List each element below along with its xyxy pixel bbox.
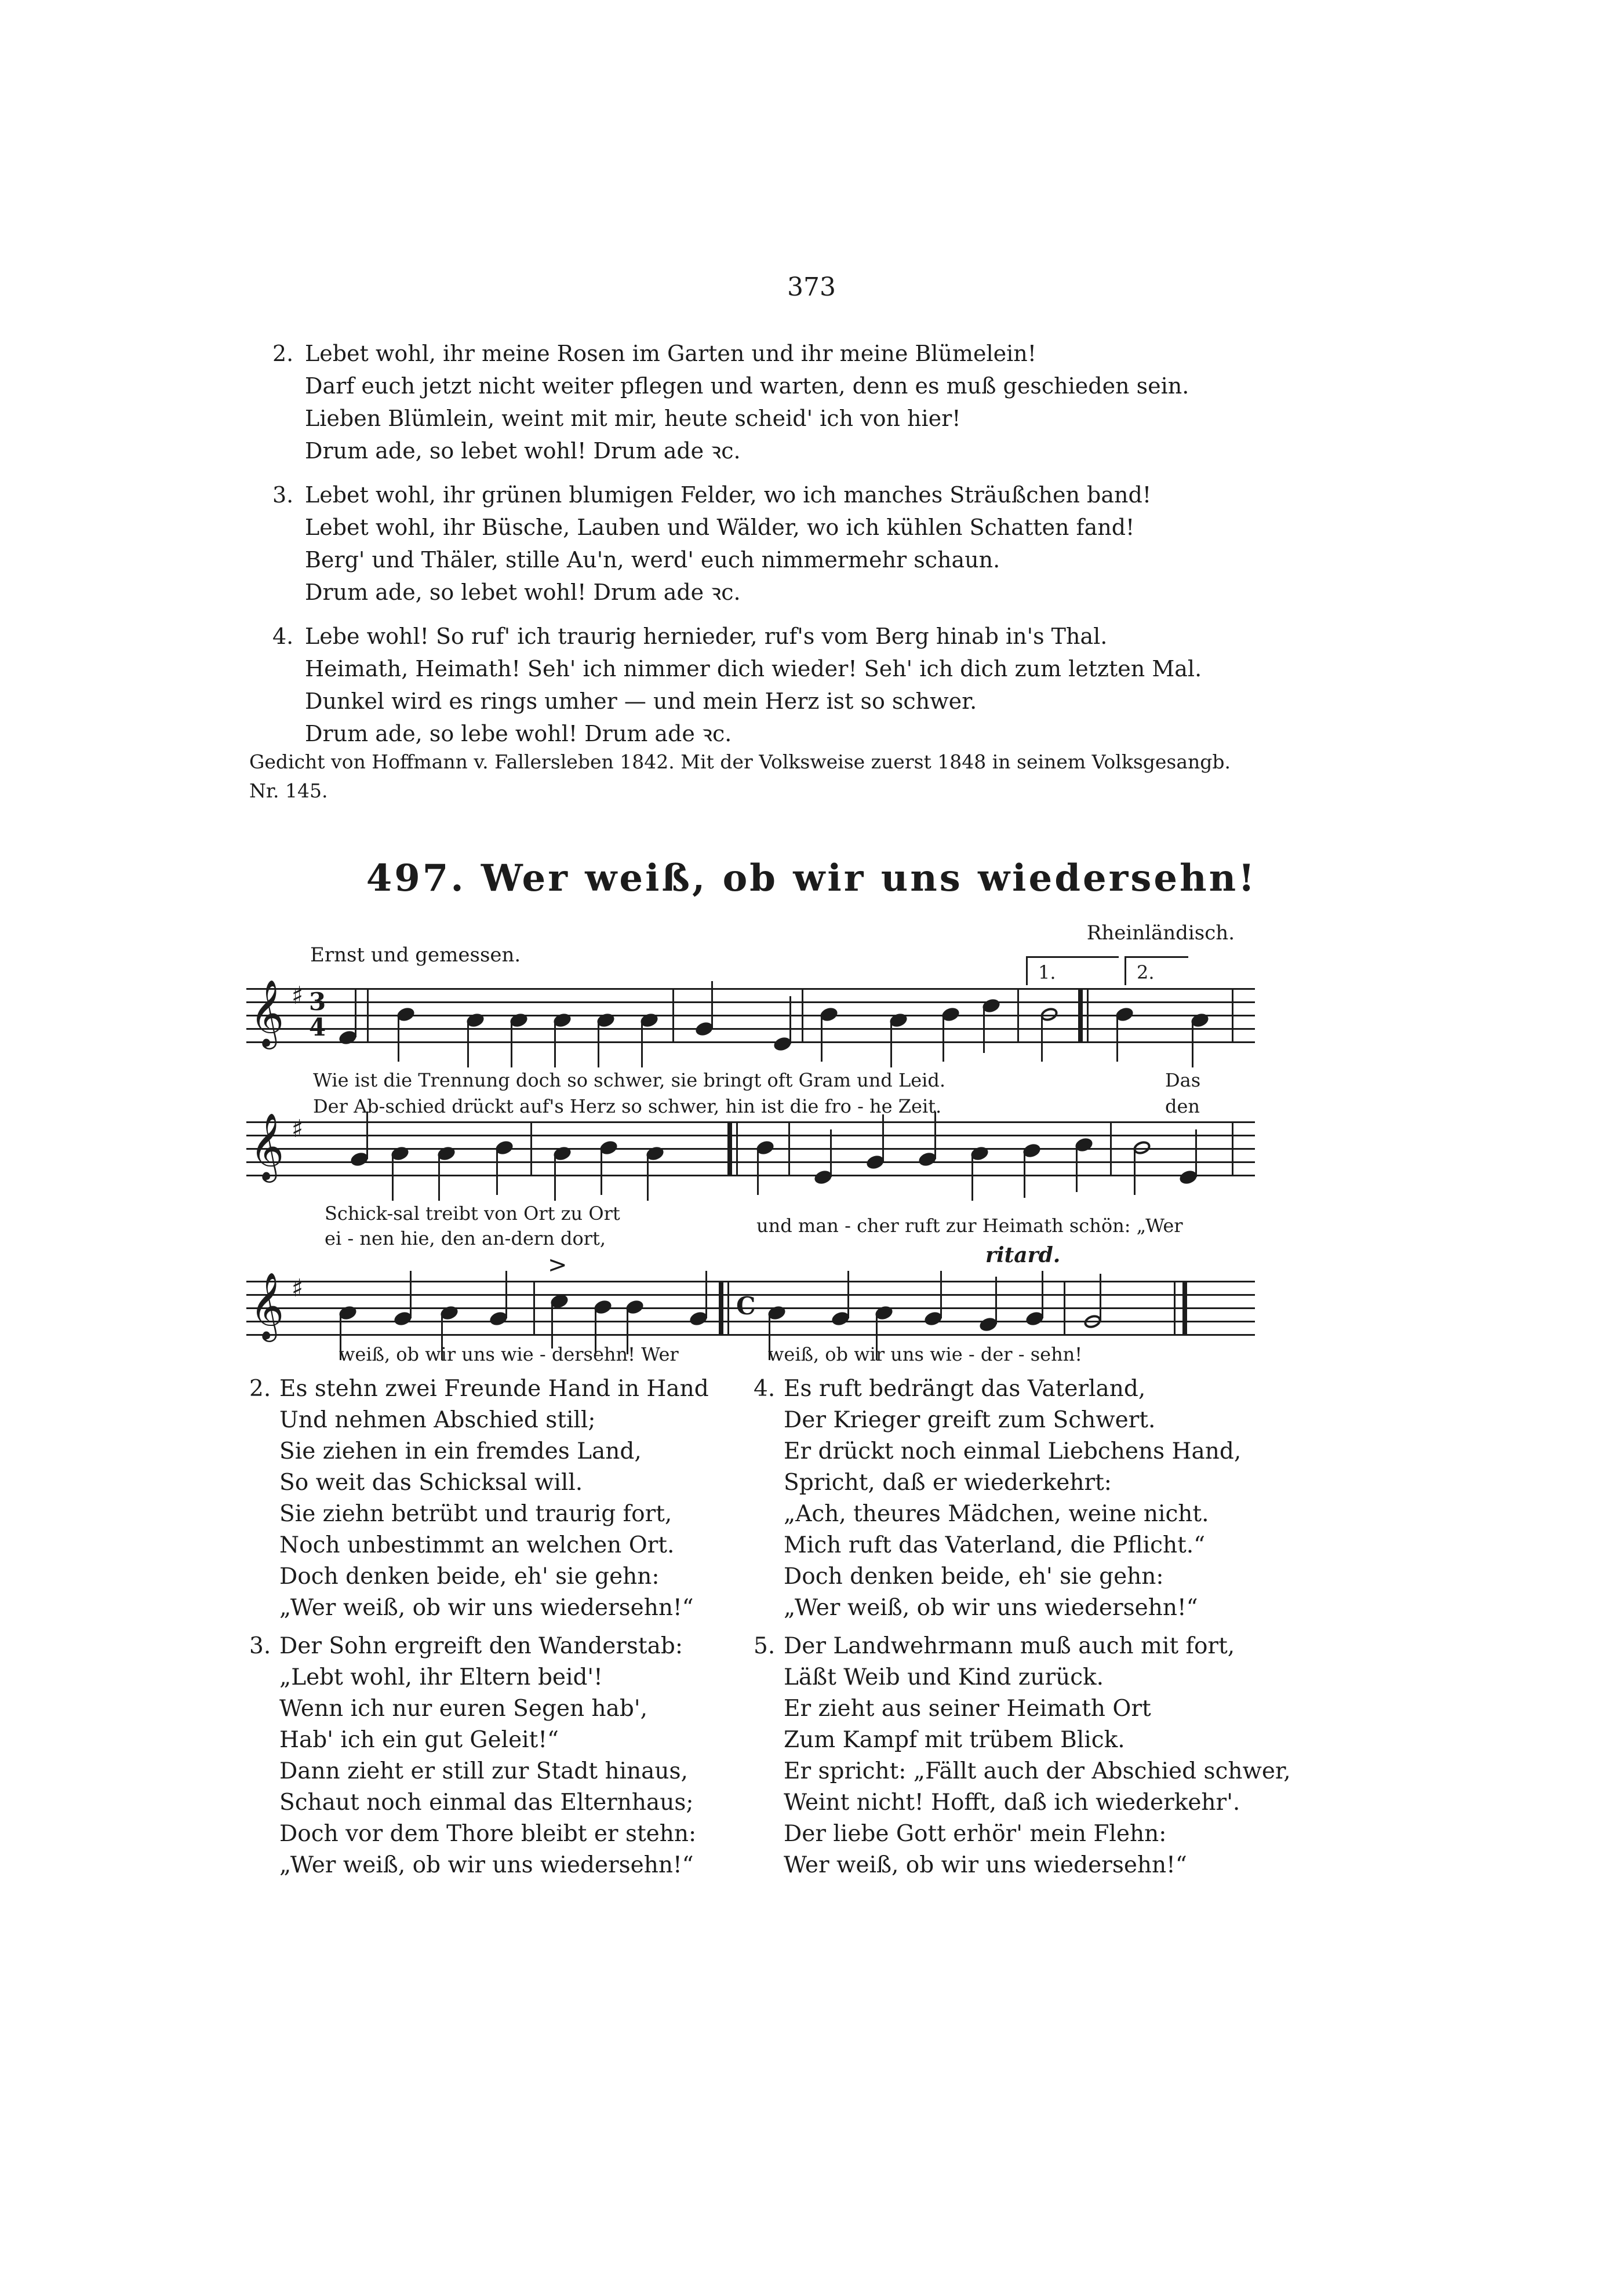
barline [788,1121,790,1175]
verse-line: Der liebe Gott erhör' mein Flehn: [784,1821,1167,1847]
page-number: 373 [787,272,836,302]
verse-number: 4. [754,1376,776,1402]
stanza-line: Darf euch jetzt nicht weiter pflegen und warten, denn es muß geschieden sein. [305,373,1189,399]
note-stem [398,1014,399,1062]
barline [533,1281,535,1335]
final-barline [1182,1281,1187,1335]
song-title: Wer weiß, ob wir uns wiedersehn! [481,857,1257,900]
verse-2 [249,1373,748,1624]
verse-line: Sie ziehen in ein fremdes Land, [279,1438,642,1464]
note-stem [1195,1129,1197,1177]
note-stem [467,1020,469,1067]
note-stem [355,990,356,1037]
note-stem [882,1114,884,1162]
verse-line: Er zieht aus seiner Heimath Ort [784,1696,1151,1722]
barline [1174,1281,1176,1335]
stanza-number: 2. [272,341,294,366]
tempo-marking: Ernst und gemessen. [310,943,521,967]
song-heading [249,857,1374,900]
volta-bracket-1: 1. [1026,956,1119,985]
verse-line: Zum Kampf mit trübem Blick. [784,1727,1125,1753]
verse-line: Und nehmen Abschied still; [279,1407,596,1433]
lyric-line: den [1165,1095,1200,1117]
stanza-3 [272,479,1258,608]
verse-line: „Wer weiß, ob wir uns wiedersehn!“ [279,1595,694,1621]
verse-number: 5. [754,1633,776,1659]
previous-song-stanzas [272,337,1258,761]
note-stem [511,1020,512,1067]
verse-line: Spricht, daß er wiederkehrt: [784,1470,1112,1496]
stanza-line: Lieben Blümlein, weint mit mir, heute scheid' ich von hier! [305,406,961,431]
barline [672,988,674,1042]
note-stem [554,1020,556,1067]
music-staff-3 [246,1271,1255,1344]
barline [1017,988,1019,1042]
note-stem [821,1014,823,1062]
barline [1064,1281,1065,1335]
song-number: 497. [366,857,466,900]
poem-credit: Gedicht von Hoffmann v. Fallersleben 1842. Mit der Volksweise zuerst 1848 in seinem Volksgesangb. Nr. 145. [249,750,1231,802]
barline [530,1121,532,1175]
time-signature [309,989,326,1040]
note-stem [1024,1150,1025,1198]
stanza-number: 4. [272,624,294,649]
verse-line: Mich ruft das Vaterland, die Pflicht.“ [784,1532,1206,1558]
music-staff-2 [246,1112,1255,1185]
verses-left-column [249,1373,748,1888]
verse-4 [754,1373,1264,1624]
verse-line: Noch unbestimmt an welchen Ort. [279,1532,675,1558]
note-stem [392,1153,394,1201]
note-stem [496,1147,498,1195]
stanza-4 [272,620,1258,750]
note-stem [1042,1271,1043,1318]
double-barline [719,1281,723,1335]
repeat-barline [1078,988,1083,1042]
verse-line: Wer weiß, ob wir uns wiedersehn!“ [784,1852,1187,1878]
verse-line: Schaut noch einmal das Elternhaus; [279,1790,694,1816]
treble-clef-icon: 𝄞 [250,979,285,1047]
stanza-line: Heimath, Heimath! Seh' ich nimmer dich wieder! Seh' ich dich zum letzten Mal. [305,656,1202,681]
verse-line: Wenn ich nur euren Segen hab', [279,1696,647,1722]
stanza-line: Lebet wohl, ihr meine Rosen im Garten und ihr meine Blümelein! [305,341,1036,366]
verse-line: „Wer weiß, ob wir uns wiedersehn!“ [784,1595,1198,1621]
song-origin: Rheinländisch. [1086,921,1235,945]
verse-line: Doch denken beide, eh' sie gehn: [279,1564,660,1590]
stanza-line: Berg' und Thäler, stille Au'n, werd' euch nimmermehr schaun. [305,547,1000,573]
verse-line: Sie ziehn betrübt und traurig fort, [279,1501,672,1527]
volta-bracket-2: 2. [1125,956,1188,985]
note-stem [366,1111,368,1159]
lyric-line: und man - cher ruft zur Heimath schön: „Wer [756,1215,1183,1237]
stanza-line: Drum ade, so lebet wohl! Drum ade ꝛc. [305,580,741,605]
verse-line: Dann zieht er still zur Stadt hinaus, [279,1758,688,1784]
lyric-line: Wie ist die Trennung doch so schwer, sie bringt oft Gram und Leid. [313,1069,946,1091]
verse-3 [249,1631,748,1881]
note-stem [641,1020,643,1067]
stanza-line: Drum ade, so lebet wohl! Drum ade ꝛc. [305,438,741,464]
note-stem [942,1014,944,1062]
note-stem [601,1147,602,1195]
verses-right-column [754,1373,1291,1888]
verse-line: Der Sohn ergreift den Wanderstab: [279,1633,683,1659]
note-stem [971,1153,973,1201]
note-stem [995,1277,997,1324]
key-sharp-icon: ♯ [292,981,304,1009]
lyric-line: Der Ab-schied drückt auf's Herz so schwer, hin ist die fro - he Zeit. [313,1095,942,1117]
barline [1232,988,1233,1042]
note-stem [1041,1014,1043,1062]
verse-line: Es ruft bedrängt das Vaterland, [784,1376,1146,1402]
lyric-line: Schick-sal treibt von Ort zu Ort [325,1202,620,1224]
note-stem [1134,1147,1136,1195]
lyric-line: weiß, ob wir uns wie - der - sehn! [768,1343,1083,1365]
verse-number: 3. [249,1633,271,1659]
verse-number: 2. [249,1376,271,1402]
note-stem [1116,1014,1118,1062]
lyric-line: ei - nen hie, den an-dern dort, [325,1227,606,1249]
lyric-line: Das [1165,1069,1201,1091]
barline [1110,1121,1112,1175]
verse-line: „Ach, theures Mädchen, weine nicht. [784,1501,1209,1527]
stanza-line: Lebet wohl, ihr grünen blumigen Felder, wo ich manches Sträußchen band! [305,482,1152,508]
barline [736,1121,738,1175]
note-stem [1100,1274,1101,1321]
time-signature-bottom: 4 [309,1013,326,1041]
note-stem [847,1271,849,1318]
note-stem [890,1020,892,1067]
lyric-line: weiß, ob wir uns wie - dersehn! Wer [339,1343,679,1365]
verse-line: Doch denken beide, eh' sie gehn: [784,1564,1164,1590]
note-stem [551,1301,553,1349]
note-stem [598,1020,599,1067]
barline [727,1281,729,1335]
note-stem [505,1271,507,1318]
key-sharp-icon: ♯ [292,1274,304,1302]
repeat-barline [727,1121,732,1175]
stanza-line: Dunkel wird es rings umher — und mein Herz ist so schwer. [305,688,977,714]
verse-line: So weit das Schicksal will. [279,1470,583,1496]
key-sharp-icon: ♯ [292,1114,304,1143]
note-stem [438,1153,440,1201]
note-stem [789,996,791,1044]
stanza-2 [272,337,1258,467]
verse-line: Der Krieger greift zum Schwert. [784,1407,1156,1433]
note-stem [1192,1020,1193,1067]
verse-line: Er drückt noch einmal Liebchens Hand, [784,1438,1242,1464]
treble-clef-icon: 𝄞 [250,1112,285,1180]
common-time-icon: C [736,1292,756,1320]
verse-5 [754,1631,1291,1881]
note-stem [554,1153,556,1201]
note-stem [711,981,713,1029]
barline [1087,988,1089,1042]
verse-line: Es stehn zwei Freunde Hand in Hand [279,1376,709,1402]
note-stem [757,1147,759,1195]
verse-line: Der Landwehrmann muß auch mit fort, [784,1633,1235,1659]
stanza-line: Lebet wohl, ihr Büsche, Lauben und Wälder, wo ich kühlen Schatten fand! [305,515,1135,540]
note-stem [647,1153,649,1201]
stanza-line: Drum ade, so lebe wohl! Drum ade ꝛc. [305,721,732,746]
verse-line: Läßt Weib und Kind zurück. [784,1664,1104,1690]
note-stem [1076,1145,1078,1192]
verse-line: Er spricht: „Fällt auch der Abschied schwer, [784,1758,1291,1784]
verse-line: Doch vor dem Thore bleibt er stehn: [279,1821,697,1847]
verse-line: „Wer weiß, ob wir uns wiedersehn!“ [279,1852,694,1878]
note-stem [940,1271,942,1318]
barline [367,988,369,1042]
note-stem [830,1129,832,1177]
note-stem [934,1111,936,1159]
stanza-line: Lebe wohl! So ruf' ich traurig hernieder, ruf's vom Berg hinab in's Thal. [305,624,1108,649]
accent-mark: > [548,1252,567,1278]
note-stem [410,1271,412,1318]
note-stem [983,1005,985,1053]
ritardando-marking: ritard. [985,1243,1061,1267]
time-signature-top: 3 [309,987,326,1016]
verse-line: Weint nicht! Hofft, daß ich wiederkehr'. [784,1790,1240,1816]
music-staff-1 [246,979,1255,1052]
treble-clef-icon: 𝄞 [250,1271,285,1339]
verse-line: „Lebt wohl, ihr Eltern beid'! [279,1664,603,1690]
barline [802,988,803,1042]
note-stem [705,1271,707,1318]
verse-line: Hab' ich ein gut Geleit!“ [279,1727,559,1753]
stanza-number: 3. [272,482,294,508]
barline [1232,1121,1233,1175]
